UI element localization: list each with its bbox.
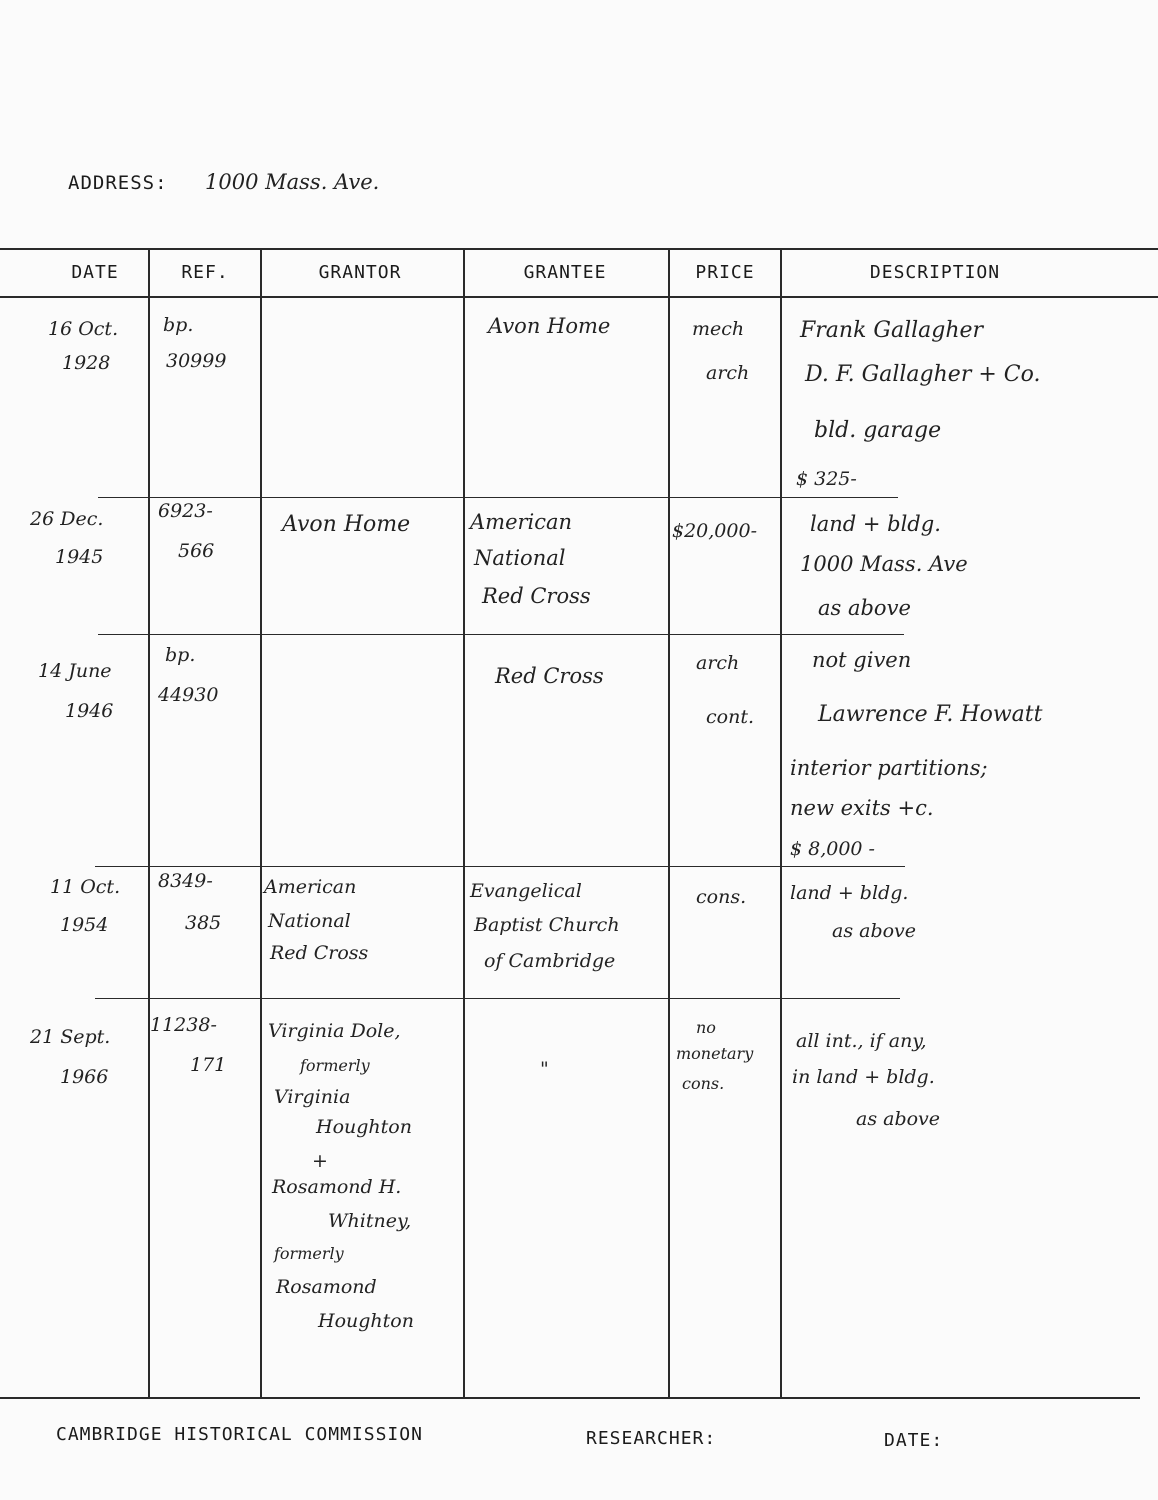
row4-description-line: as above (832, 920, 917, 942)
row2-ref-line: 6923- (158, 500, 213, 522)
row-separator (95, 866, 905, 867)
row3-description-line: Lawrence F. Howatt (818, 702, 1043, 727)
row-separator (95, 998, 900, 999)
row3-price-line: cont. (706, 706, 754, 728)
row2-price-line: $20,000- (672, 520, 757, 542)
row3-description-line: interior partitions; (790, 756, 988, 780)
row5-ref-line: 11238- (150, 1014, 217, 1036)
row1-price-line: mech (692, 318, 745, 340)
column-divider (260, 250, 262, 1398)
row4-description-line: land + bldg. (790, 882, 909, 904)
row2-date-line: 26 Dec. (30, 508, 104, 530)
row5-description-line: as above (856, 1108, 941, 1130)
header-grantor: GRANTOR (318, 262, 402, 283)
row3-ref-line: 44930 (158, 684, 219, 706)
column-divider (148, 250, 150, 1398)
row3-date-line: 14 June (38, 660, 112, 682)
row4-grantee-line: of Cambridge (484, 950, 616, 972)
footer-researcher-label: RESEARCHER: (586, 1428, 717, 1449)
row2-grantee-line: National (474, 546, 566, 570)
row2-date-line: 1945 (55, 546, 104, 568)
header-grantee: GRANTEE (523, 262, 607, 283)
row4-grantor-line: Red Cross (270, 942, 369, 964)
row2-description-line: 1000 Mass. Ave (800, 552, 968, 576)
footer-commission: CAMBRIDGE HISTORICAL COMMISSION (56, 1424, 423, 1445)
row1-description-line: Frank Gallagher (800, 318, 984, 343)
table-top-rule (0, 248, 1158, 250)
row5-price-line: cons. (682, 1074, 725, 1093)
address-value: 1000 Mass. Ave. (205, 170, 380, 194)
row4-date-line: 1954 (60, 914, 109, 936)
row1-description-line: $ 325- (796, 468, 857, 490)
row-separator (98, 497, 898, 498)
row5-date-line: 1966 (60, 1066, 109, 1088)
row2-ref-line: 566 (178, 540, 215, 562)
row5-description-line: all int., if any, (796, 1030, 927, 1052)
column-divider (463, 250, 465, 1398)
row5-ref-line: 171 (190, 1054, 227, 1076)
row5-grantor-line: Rosamond (276, 1276, 377, 1298)
row5-grantor-line: + (312, 1150, 328, 1172)
row5-grantor-line: Rosamond H. (272, 1176, 402, 1198)
row4-price-line: cons. (696, 886, 747, 908)
row1-date-line: 1928 (62, 352, 111, 374)
header-price: PRICE (695, 262, 755, 283)
row4-ref-line: 8349- (158, 870, 213, 892)
column-divider (780, 250, 782, 1398)
row4-ref-line: 385 (185, 912, 222, 934)
row5-grantor-line: Houghton (316, 1116, 412, 1138)
row5-grantor-line: Whitney, (328, 1210, 412, 1232)
row3-grantee-line: Red Cross (495, 664, 604, 688)
row1-description-line: bld. garage (814, 418, 942, 443)
row5-description-line: in land + bldg. (792, 1066, 935, 1088)
row1-grantee-line: Avon Home (488, 314, 611, 338)
row5-grantor-line: Virginia Dole, (268, 1020, 401, 1042)
row5-price-line: no (696, 1018, 716, 1037)
row3-date-line: 1946 (65, 700, 114, 722)
row4-grantor-line: National (268, 910, 351, 932)
row4-grantee-line: Baptist Church (474, 914, 620, 936)
row4-date-line: 11 Oct. (50, 876, 121, 898)
row4-grantor-line: American (264, 876, 357, 898)
footer-date-label: DATE: (884, 1430, 944, 1451)
row-separator (98, 634, 904, 635)
header-bottom-rule (0, 296, 1158, 298)
row1-ref-line: bp. (163, 314, 194, 336)
header-ref: REF. (181, 262, 229, 283)
row5-grantor-line: formerly (300, 1056, 370, 1075)
address-label: ADDRESS: (68, 172, 168, 194)
header-date: DATE (71, 262, 119, 283)
row1-ref-line: 30999 (166, 350, 227, 372)
row5-grantee-ditto: " (540, 1058, 549, 1080)
row1-date-line: 16 Oct. (48, 318, 119, 340)
row3-ref-line: bp. (165, 644, 196, 666)
row3-description-line: $ 8,000 - (790, 838, 875, 860)
row3-description-line: not given (812, 648, 912, 672)
row5-date-line: 21 Sept. (30, 1026, 111, 1048)
row2-description-line: land + bldg. (810, 512, 941, 536)
row3-price-line: arch (696, 652, 740, 674)
row5-grantor-line: Houghton (318, 1310, 414, 1332)
row1-price-line: arch (706, 362, 750, 384)
table-bottom-rule (0, 1397, 1140, 1399)
row5-grantor-line: formerly (274, 1244, 344, 1263)
column-divider (668, 250, 670, 1398)
row2-grantee-line: Red Cross (482, 584, 591, 608)
row2-description-line: as above (818, 596, 911, 620)
row4-grantee-line: Evangelical (470, 880, 582, 902)
row2-grantor-line: Avon Home (282, 512, 411, 537)
row3-description-line: new exits +c. (790, 796, 934, 820)
row5-price-line: monetary (676, 1044, 754, 1063)
row2-grantee-line: American (470, 510, 573, 534)
row1-description-line: D. F. Gallagher + Co. (805, 362, 1041, 387)
header-description: DESCRIPTION (869, 262, 1001, 283)
row5-grantor-line: Virginia (274, 1086, 351, 1108)
